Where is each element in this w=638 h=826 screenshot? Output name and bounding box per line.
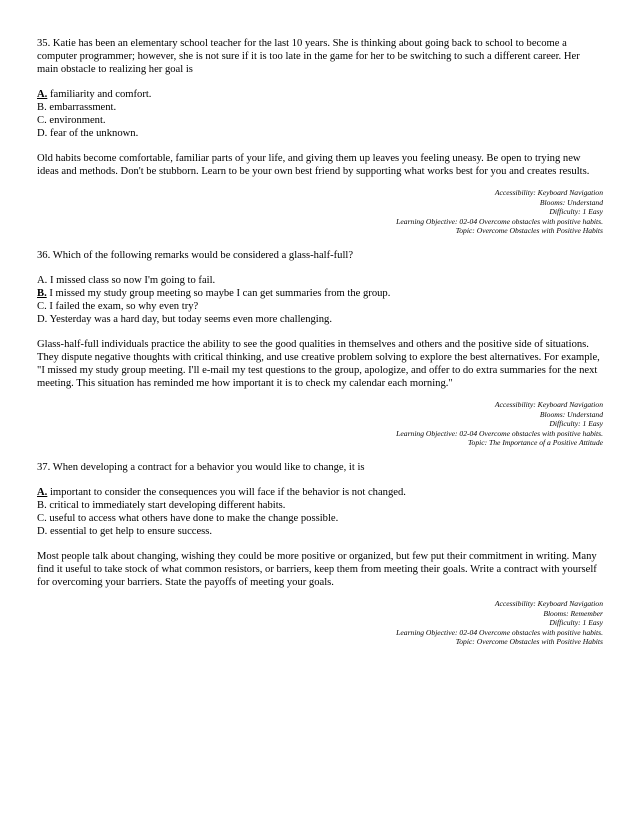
- question-35: [37, 37, 603, 236]
- question-metadata: [37, 400, 603, 448]
- option-text: I missed class so now I'm going to fail.: [49, 274, 216, 286]
- option-text: important to consider the consequences you will face if the behavior is not changed.: [49, 486, 406, 498]
- option-c: [37, 114, 603, 127]
- answer-options: [37, 486, 603, 538]
- option-letter-correct: B.: [37, 287, 47, 299]
- question-text: 36. Which of the following remarks would be considered a glass-half-full?: [37, 249, 354, 261]
- option-text: environment.: [49, 115, 106, 126]
- blooms-tag: Blooms: Understand: [539, 197, 603, 207]
- option-text: I missed my study group meeting so maybe I can get summaries from the group.: [49, 287, 391, 299]
- option-d: [37, 525, 603, 538]
- option-text: familiarity and comfort.: [49, 89, 152, 100]
- learning-objective-tag: Learning Objective: 02-04 Overcome obstacles with positive habits.: [396, 428, 603, 438]
- explanation: Most people talk about changing, wishing they could be more positive or organized, but few put their commitment in writing. Many find it useful to take stock of what common resistors, or barriers, keep them from meeting their goals. Write a contract with yourself for overcoming your barriers. State the payoffs of meeting your goals.: [37, 550, 597, 588]
- accessibility-tag: Accessibility: Keyboard Navigation: [494, 399, 603, 409]
- option-b: [37, 287, 603, 300]
- option-text: essential to get help to ensure success.: [49, 525, 213, 537]
- option-c: [37, 512, 603, 525]
- option-letter: B.: [37, 102, 47, 113]
- option-letter-correct: A.: [37, 486, 48, 498]
- topic-tag: Topic: The Importance of a Positive Attitude: [468, 438, 603, 448]
- option-a: [37, 486, 603, 499]
- answer-options: [37, 88, 603, 140]
- question-37: [37, 461, 603, 647]
- option-b: [37, 101, 603, 114]
- topic-tag: Topic: Overcome Obstacles with Positive Habits: [455, 637, 603, 647]
- option-c: [37, 300, 603, 313]
- blooms-tag: Blooms: Understand: [539, 409, 603, 419]
- option-letter: C.: [37, 115, 47, 126]
- option-letter: C.: [37, 300, 47, 312]
- option-text: Yesterday was a hard day, but today seems even more challenging.: [49, 313, 332, 325]
- option-text: useful to access what others have done to make the change possible.: [49, 512, 339, 524]
- option-text: I failed the exam, so why even try?: [49, 300, 199, 312]
- option-text: critical to immediately start developing different habits.: [49, 499, 286, 511]
- explanation: Old habits become comfortable, familiar parts of your life, and giving them up leaves you feeling uneasy. Be open to trying new ideas and methods. Don't be stubborn. Learn to be your own best friend by supporting what works best for you and creates results.: [37, 153, 590, 177]
- learning-objective-tag: Learning Objective: 02-04 Overcome obstacles with positive habits.: [396, 216, 603, 226]
- option-a: [37, 88, 603, 101]
- option-letter-correct: A.: [37, 89, 48, 100]
- option-b: [37, 499, 603, 512]
- option-letter: B.: [37, 499, 47, 511]
- accessibility-tag: Accessibility: Keyboard Navigation: [494, 188, 603, 197]
- answer-options: [37, 274, 603, 326]
- learning-objective-tag: Learning Objective: 02-04 Overcome obstacles with positive habits.: [396, 627, 603, 637]
- difficulty-tag: Difficulty: 1 Easy: [549, 207, 603, 217]
- question-metadata: [37, 188, 603, 236]
- option-text: fear of the unknown.: [49, 128, 139, 139]
- option-letter: D.: [37, 525, 48, 537]
- difficulty-tag: Difficulty: 1 Easy: [549, 618, 603, 628]
- question-metadata: [37, 599, 603, 647]
- option-d: [37, 127, 603, 140]
- option-letter: D.: [37, 313, 48, 325]
- document-page: [37, 37, 603, 660]
- option-text: embarrassment.: [49, 102, 117, 113]
- option-letter: C.: [37, 512, 47, 524]
- option-d: [37, 313, 603, 326]
- accessibility-tag: Accessibility: Keyboard Navigation: [494, 598, 603, 608]
- option-a: [37, 274, 603, 287]
- blooms-tag: Blooms: Remember: [543, 608, 603, 618]
- option-letter: A.: [37, 274, 48, 286]
- topic-tag: Topic: Overcome Obstacles with Positive Habits: [455, 226, 603, 236]
- difficulty-tag: Difficulty: 1 Easy: [549, 419, 603, 429]
- option-letter: D.: [37, 128, 48, 139]
- question-text: 35. Katie has been an elementary school teacher for the last 10 years. She is thinking about going back to school to become a computer programmer; however, she is not sure if it is too late in the game for her to be switching to such a different career. Her main obstacle to realizing her goal is: [37, 38, 580, 75]
- explanation: Glass-half-full individuals practice the ability to see the good qualities in themselves and others and the positive side of situations. They dispute negative thoughts with critical thinking, and use creative problem solving to explore the best alternatives. For example, "I missed my study group meeting. I'll e-mail my test questions to the group, apologize, and offer to do extra summaries for the next meeting. This situation has reminded me how important it is to check my calendar each morning.": [37, 338, 600, 389]
- question-36: [37, 249, 603, 448]
- question-text: 37. When developing a contract for a behavior you would like to change, it is: [37, 461, 365, 473]
